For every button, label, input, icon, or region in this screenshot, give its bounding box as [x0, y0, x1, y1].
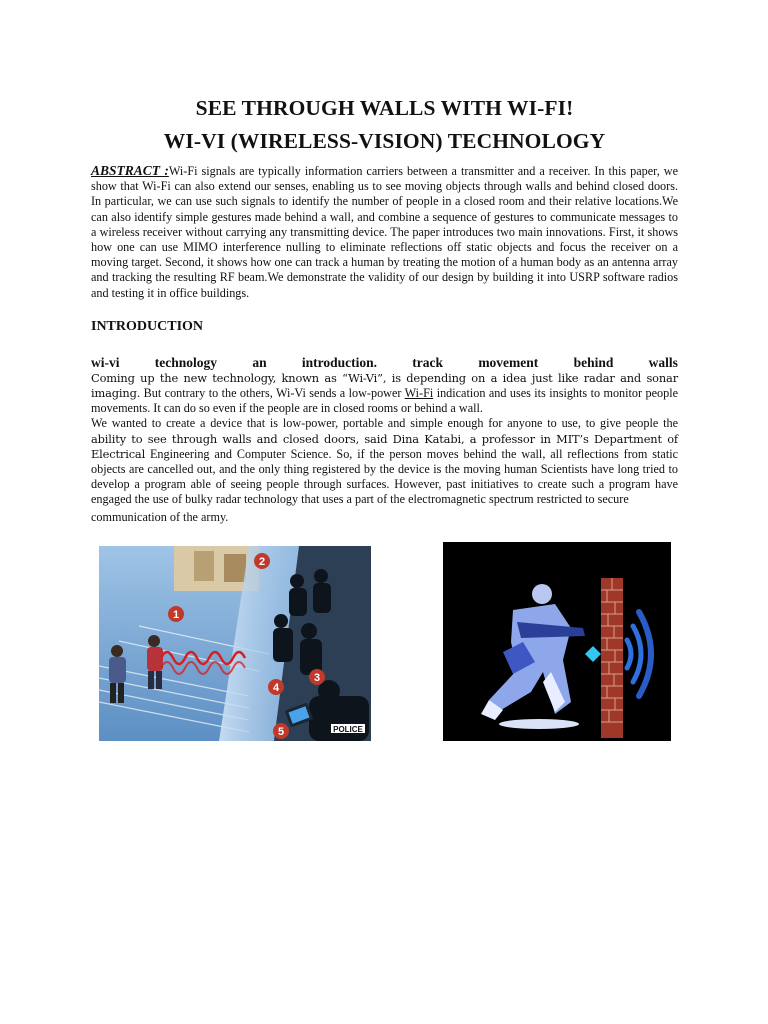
intro-p1-text: But contrary to the others, Wi-Vi sends a low-power	[140, 386, 405, 401]
svg-text:4: 4	[272, 682, 280, 694]
svg-text:5: 5	[277, 726, 285, 738]
scene-illustration	[99, 546, 371, 741]
lead-word: introduction.	[301, 354, 377, 370]
lead-word: wi-vi	[91, 354, 120, 370]
intro-p2-text-mid: Engineering and Computer Science. So, if the person moves behind the wall, all reflections from static objects are cancelled out, and the only thing registered by the device is the moving human Scientists have long tried to develop a program able of seeing people through surfaces. However, past initiatives to create such a program have engaged the use of bulky radar technology that uses a part of the electromagnetic spectrum restricted to secure	[91, 446, 678, 507]
svg-text:1: 1	[172, 609, 180, 621]
intro-paragraph-1	[91, 371, 678, 417]
lead-word: track	[412, 354, 444, 370]
intro-p2-text: We wanted to create a device that is low-power, portable and simple enough for anyone to use, to give people the	[91, 416, 678, 431]
introduction-heading: INTRODUCTION	[91, 318, 204, 334]
marker-1	[168, 606, 184, 622]
title-line-2: WI-VI (WIRELESS-VISION) TECHNOLOGY	[163, 129, 606, 153]
intro-p2-quote: ability to see through walls and closed doors, said Dina Katabi, a professor in MIT’s Department of Electrical	[91, 431, 678, 461]
marker-4	[268, 679, 284, 695]
abstract-paragraph	[91, 163, 678, 301]
police-label: POLICE	[333, 725, 363, 734]
marker-2	[254, 553, 270, 569]
intro-p1-sentence: Coming up the new technology, known as “Wi-Vi”, is depending on a idea just like radar and sonar imaging.	[91, 370, 678, 401]
wifi-link[interactable]: Wi-Fi	[404, 386, 434, 401]
intro-p2-last-line: communication of the army.	[91, 509, 229, 524]
brick-wall	[601, 578, 623, 738]
abstract-label: ABSTRACT :	[91, 163, 169, 178]
marker-3	[309, 669, 325, 685]
svg-text:3: 3	[313, 672, 321, 684]
svg-text:2: 2	[258, 556, 266, 568]
marker-5	[273, 723, 289, 739]
intro-p1-text-end: indication and uses its insights to monitor people movements. It can do so even if the people are in closed rooms or behind a wall.	[91, 386, 678, 416]
lead-word: technology	[154, 354, 218, 370]
figure-wall-signal	[443, 542, 671, 741]
abstract-text: Wi-Fi signals are typically information carriers between a transmitter and a receiver. In this paper, we show that Wi-Fi can also extend our senses, enabling us to see moving objects through walls and behind closed doors. In particular, we can use such signals to identify the number of people in a closed room and their relative locations.We can also identify simple gestures made behind a wall, and combine a sequence of gestures to communicate messages to a wireless receiver without carrying any transmitting device. The paper introduces two main innovations. First, it shows how one can use MIMO interference nulling to eliminate reflections off static objects and focus the receiver on a moving target. Second, it shows how one can track a human by treating the motion of a human body as an antenna array and tracking the resulting RF beam.We demonstrate the validity of our design by building it into USRP software radios and testing it in office buildings.	[91, 164, 678, 300]
intro-paragraph-2	[91, 416, 678, 524]
lead-word: behind	[573, 354, 614, 370]
lead-word: walls	[648, 354, 678, 370]
lead-word: movement	[478, 354, 539, 370]
figure-wivi-scene	[99, 546, 371, 741]
intro-lead-line	[91, 355, 678, 371]
title-line-1: SEE THROUGH WALLS WITH WI-FI!	[195, 96, 574, 120]
wall-signal-illustration	[443, 542, 671, 741]
document-page	[91, 92, 678, 525]
lead-word: an	[252, 354, 267, 370]
